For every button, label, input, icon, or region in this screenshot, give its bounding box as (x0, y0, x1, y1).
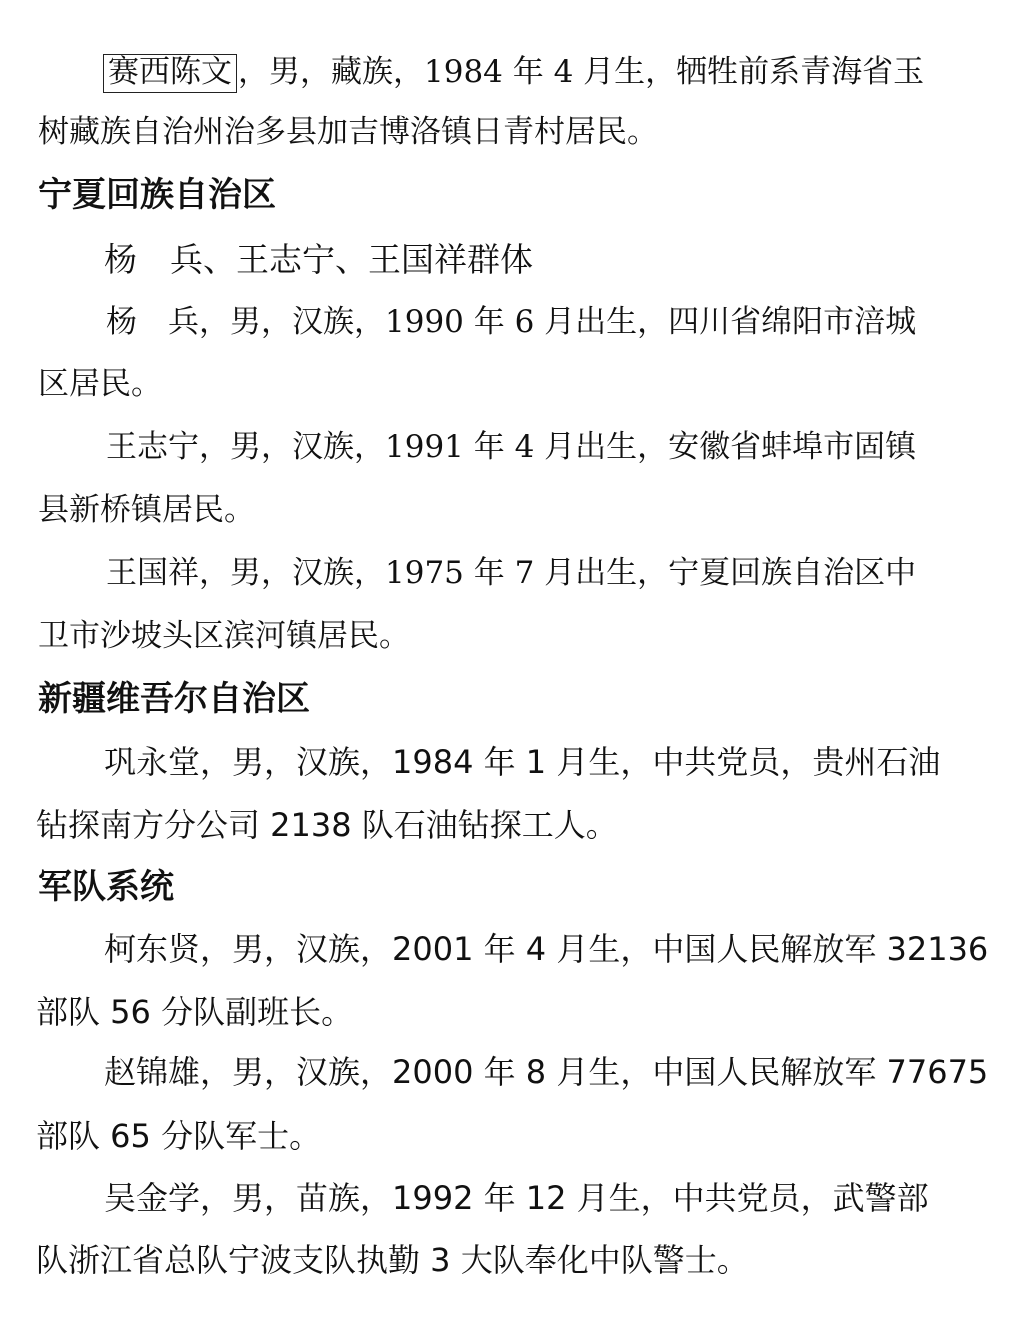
section-heading-xinjiang: 新疆维吾尔自治区 (38, 679, 310, 719)
para-kedongxian-line2: 部队 56 分队副班长。 (36, 993, 354, 1031)
para-kedongxian-line1: 柯东贤，男，汉族，2001 年 4 月生，中国人民解放军 32136 (104, 930, 989, 968)
group-title: 杨 兵、王志宁、王国祥群体 (104, 240, 533, 279)
para-wangguoxiang-line2: 卫市沙坡头区滨河镇居民。 (38, 618, 410, 654)
para-gongyongtang-line2: 钻探南方分公司 2138 队石油钻探工人。 (36, 806, 618, 844)
para-yangbing-line2: 区居民。 (38, 366, 162, 402)
section-heading-army: 军队系统 (38, 867, 174, 907)
section-heading-ningxia: 宁夏回族自治区 (38, 175, 276, 215)
boxed-name: 赛西陈文 (103, 54, 237, 93)
para-wujinxue-line2: 队浙江省总队宁波支队执勤 3 大队奉化中队警士。 (36, 1241, 749, 1279)
para-zhaojinxiong-line2: 部队 65 分队军士。 (36, 1117, 322, 1155)
para-saixichenwen-line2: 树藏族自治州治多县加吉博洛镇日青村居民。 (38, 114, 658, 150)
para-wangzhining-line1: 王志宁，男，汉族，1991 年 4 月出生，安徽省蚌埠市固镇 (106, 429, 917, 465)
para-text: ，男，藏族，1984 年 4 月生，牺牲前系青海省玉 (238, 54, 925, 90)
para-wangguoxiang-line1: 王国祥，男，汉族，1975 年 7 月出生，宁夏回族自治区中 (106, 555, 917, 591)
para-wangzhining-line2: 县新桥镇居民。 (38, 492, 255, 528)
para-gongyongtang-line1: 巩永堂，男，汉族，1984 年 1 月生，中共党员，贵州石油 (104, 743, 941, 781)
para-saixichenwen-line1 (108, 54, 924, 93)
para-wujinxue-line1: 吴金学，男，苗族，1992 年 12 月生，中共党员，武警部 (104, 1179, 929, 1217)
para-yangbing-line1: 杨 兵，男，汉族，1990 年 6 月出生，四川省绵阳市涪城 (106, 304, 917, 340)
para-zhaojinxiong-line1: 赵锦雄，男，汉族，2000 年 8 月生，中国人民解放军 77675 (104, 1053, 989, 1091)
